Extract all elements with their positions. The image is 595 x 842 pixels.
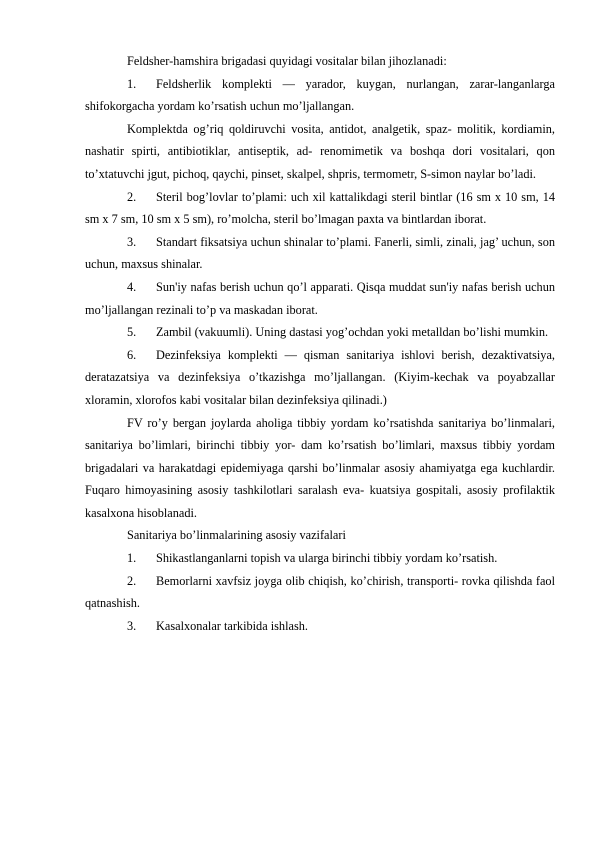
item-number: 1.	[127, 76, 137, 91]
list-item	[85, 547, 555, 570]
list-item	[85, 321, 555, 344]
body-paragraph: FV ro’y bergan joylarda aholiga tibbiy yordam ko’rsatishda sanitariya bo’linmalari, sanitariya bo’limlari, birinchi tibbiy yor- dam ko’rsatish bo’limlari, maxsus tibbiy yordam brigadalari va harakatdagi epidemiyaga qarshi bo’linmalar asosiy ahamiyatga ega kuchlardir. Fuqaro himoyasining asosiy tashkilotlari saralash eva- kuatsiya gospitali, asosiy profilaktik kasalxona hisoblanadi.	[85, 415, 555, 520]
item-number: 6.	[127, 347, 137, 362]
item-text: Sun'iy nafas berish uchun qo’l apparati. Qisqa muddat sun'iy nafas berish uchun mo’ljallangan rezinali to’p va maskadan iborat.	[85, 279, 555, 317]
section-heading: Sanitariya bo’linmalarining asosiy vazifalari	[127, 528, 346, 543]
item-text: Komplektda og’riq qoldiruvchi vosita, antidot, analgetik, spaz- molitik, kordiamin, nashatir spirti, antibiotiklar, antiseptik, ad- renomimetik va boshqa dori vositalari, qon to’xtatuvchi jgut, pichoq, qaychi, pinset, skalpel, shpris, termometr, S-simon naylar bo’ladi.	[85, 121, 555, 181]
item-number: 3.	[127, 234, 137, 249]
item-text: Feldsherlik komplekti — yarador, kuygan, nurlangan, zarar-langanlarga shifokorgacha yordam ko’rsatish uchun mo’ljallangan.	[85, 76, 555, 114]
list-item	[85, 344, 555, 412]
list-item	[85, 231, 555, 276]
item-number: 1.	[127, 551, 137, 566]
list-item	[85, 615, 555, 638]
list-item	[85, 276, 555, 321]
list-item	[85, 118, 555, 186]
list-item	[85, 73, 555, 118]
item-text: Steril bog’lovlar to’plami: uch xil kattalikdagi steril bintlar (16 sm x 10 sm, 14 sm x 7 sm, 10 sm x 5 sm), ro’molcha, steril bo’lmagan paxta va bintlardan iborat.	[85, 189, 555, 227]
item-number: 4.	[127, 279, 137, 294]
item-text: Zambil (vakuumli). Uning dastasi yog’ochdan yoki metalldan bo’lishi mumkin.	[156, 325, 549, 340]
item-text: Kasalxonalar tarkibida ishlash.	[156, 618, 308, 633]
item-text: Bemorlarni xavfsiz joyga olib chiqish, ko’chirish, transporti- rovka qilishda faol qatnashish.	[85, 573, 555, 611]
item-number: 2.	[127, 573, 137, 588]
item-number: 3.	[127, 618, 137, 633]
item-text: Standart fiksatsiya uchun shinalar to’plami. Fanerli, simli, zinali, jag’ uchun, son uchun, maxsus shinalar.	[85, 234, 555, 272]
item-number: 5.	[127, 325, 137, 340]
document-page	[85, 50, 555, 637]
item-text: Dezinfeksiya komplekti — qisman sanitariya ishlovi berish, dezaktivatsiya, deratazatsiya va dezinfeksiya o’tkazishga mo’ljallangan. (Kiyim-kechak va poyabzallar xloramin, xlorofos kabi vositalar bilan dezinfeksiya qilinadi.)	[85, 347, 555, 407]
item-number: 2.	[127, 189, 137, 204]
intro-text: Feldsher-hamshira brigadasi quyidagi vositalar bilan jihozlanadi:	[127, 54, 447, 68]
list-item	[85, 570, 555, 615]
list-item	[85, 186, 555, 231]
item-text: Shikastlanganlarni topish va ularga birinchi tibbiy yordam ko’rsatish.	[156, 551, 498, 566]
